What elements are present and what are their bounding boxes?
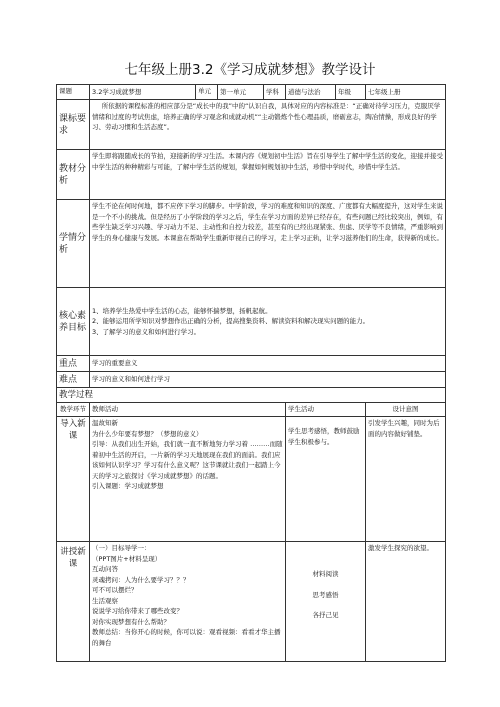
process-row-new xyxy=(57,542,446,662)
teacher-line: 教师总结：当你开心的时候，你可以说：观看视频：看看才华主播的舞台 xyxy=(92,628,281,647)
student-text: 学生思考感悟，教师鼓励学生积极参与。 xyxy=(288,427,360,446)
process-row-intro xyxy=(57,417,446,542)
students-text xyxy=(90,200,446,288)
student-new xyxy=(286,542,366,662)
unit-label: 单元 xyxy=(196,85,218,100)
process-header-row xyxy=(57,403,446,417)
stage-intro: 导入新课 xyxy=(57,417,90,542)
intent-new xyxy=(366,542,446,662)
stage-new: 讲授新课 xyxy=(57,542,90,662)
col-intent: 设计意图 xyxy=(366,403,446,417)
standards-paragraph: 所依据的课程标准的相应部分是“成长中的我”中的“认识自我，具体对应的内容标准是：“正确对待学习压力，克服厌学情绪和过度的考试焦虑，培养正确的学习观念和成就动机”“主动锻炼个性心理品质，磨砺意志，陶冶情操，形成良好的学习、劳动习惯和生活态度”。 xyxy=(92,102,441,131)
grade-value: 七年级上册 xyxy=(366,85,446,100)
intent-text: 激发学生探究的欲望。 xyxy=(368,544,433,552)
literacy-item: 1、培养学生热爱中学生活的心态，能够怀揣梦想，扬帆起航。 xyxy=(92,306,272,315)
teacher-line: （PPT图片+材料呈现） xyxy=(92,554,162,563)
literacy-label: 核心素养目标 xyxy=(57,288,90,356)
process-title-row xyxy=(57,388,446,403)
students-label: 学情分析 xyxy=(57,200,90,288)
teacher-line: 温故知新 xyxy=(92,419,118,427)
material-row xyxy=(57,150,446,200)
student-activity: 材料阅读 xyxy=(312,570,339,578)
intent-intro xyxy=(366,417,446,542)
intent-text: 引发学生兴趣，同时为后面的内容做好铺垫。 xyxy=(368,419,440,438)
key-row xyxy=(57,356,446,372)
teacher-line: 生活观察 xyxy=(92,596,118,605)
students-paragraph: 学生不论在何时何地，都不应停下学习的脚步。中学阶段，学习的难度和知识的深度、广度都有大幅度提升，这对学生来说是一个不小的挑战。但是经历了小学阶段的学习之后，学生在学习方面的差异已经存在，有些问题已经比较突出，例如，有些学生缺乏学习兴趣、学习动力不足、主动性和自控力较差，甚至有的已经出现紧张、焦虑、厌学等不良情绪，严重影响到学生的身心健康与发展。本课意在帮助学生重新审视自己的学习，走上学习正轨，让学习滋养他们的生命，获得新的成长。 xyxy=(92,202,443,242)
col-stage: 教学环节 xyxy=(57,403,90,417)
lesson-plan-table xyxy=(56,84,446,662)
difficulty-text: 学习的意义和如何进行学习 xyxy=(90,372,446,388)
student-activity: 各抒己见 xyxy=(312,611,339,619)
unit-value: 第一单元 xyxy=(218,85,264,100)
teacher-line: 引入课题：学习成就梦想 xyxy=(92,482,164,490)
col-student: 学生活动 xyxy=(286,403,366,417)
key-text: 学习的重要意义 xyxy=(90,356,446,372)
teacher-line: 对你实现梦想有什么帮助？ xyxy=(92,617,170,626)
student-activity: 思考感悟 xyxy=(312,590,339,599)
teacher-line: 说说学习给你带来了哪些改变？ xyxy=(92,607,183,615)
teacher-line: 为什么少年要有梦想？（梦想的意义） xyxy=(92,429,203,438)
literacy-item: 2、能够运用所学知识对梦想作出正确的分析，提高搜集资料、解读资料和解决现实问题的能力。 xyxy=(92,317,370,326)
header-row xyxy=(57,85,446,100)
standards-row xyxy=(57,100,446,150)
process-label: 教学过程 xyxy=(57,388,446,403)
col-teacher: 教师活动 xyxy=(90,403,286,417)
literacy-row xyxy=(57,288,446,356)
teacher-new xyxy=(90,542,286,662)
teacher-line: 灵魂拷问：人为什么要学习？？？ xyxy=(92,575,190,584)
literacy-item: 3、了解学习的意义和如何进行学习。 xyxy=(92,327,201,336)
teacher-line: 互动问答 xyxy=(92,565,118,573)
document-title: 七年级上册3.2《学习成就梦想》教学设计 xyxy=(124,62,376,78)
literacy-items xyxy=(90,288,446,356)
teacher-line: 可不可以摆烂？ xyxy=(92,586,138,594)
teacher-line: 引导：从我们出生开始，我们就一直不断地努力学习着 ………而随着初中生活的开启，一片新的学习天地展现在我们的面前。我们应该如何认识学习？学习有什么意义呢？这节课就让我们一起踏上今天的学习之旅探讨《学习成就梦想》的话题。 xyxy=(92,440,283,480)
teacher-line: （一）目标导学一： xyxy=(92,544,151,552)
student-intro xyxy=(286,417,366,542)
topic-value: 3.2学习成就梦想 xyxy=(90,85,196,100)
difficulty-row xyxy=(57,372,446,388)
subject-label: 学科 xyxy=(264,85,286,100)
teacher-intro xyxy=(90,417,286,542)
topic-label: 课题 xyxy=(57,85,90,100)
difficulty-label: 难点 xyxy=(57,372,90,388)
subject-value: 道德与法治 xyxy=(286,85,336,100)
standards-text xyxy=(90,100,446,150)
material-paragraph: 学生即将跟随成长的节拍，迎接新的学习生活。本课内容《规划初中生活》旨在引导学生了解中学生活的变化，迎接并接受中学生活的种种精彩与可能，了解中学生活的规划，掌握如何规划初中生活，珍惜中学时代，珍惜中学生活。 xyxy=(92,152,443,171)
standards-label: 课标要求 xyxy=(57,100,90,150)
material-text xyxy=(90,150,446,200)
material-label: 教材分析 xyxy=(57,150,90,200)
grade-label: 年级 xyxy=(336,85,366,100)
students-row xyxy=(57,200,446,288)
key-label: 重点 xyxy=(57,356,90,372)
